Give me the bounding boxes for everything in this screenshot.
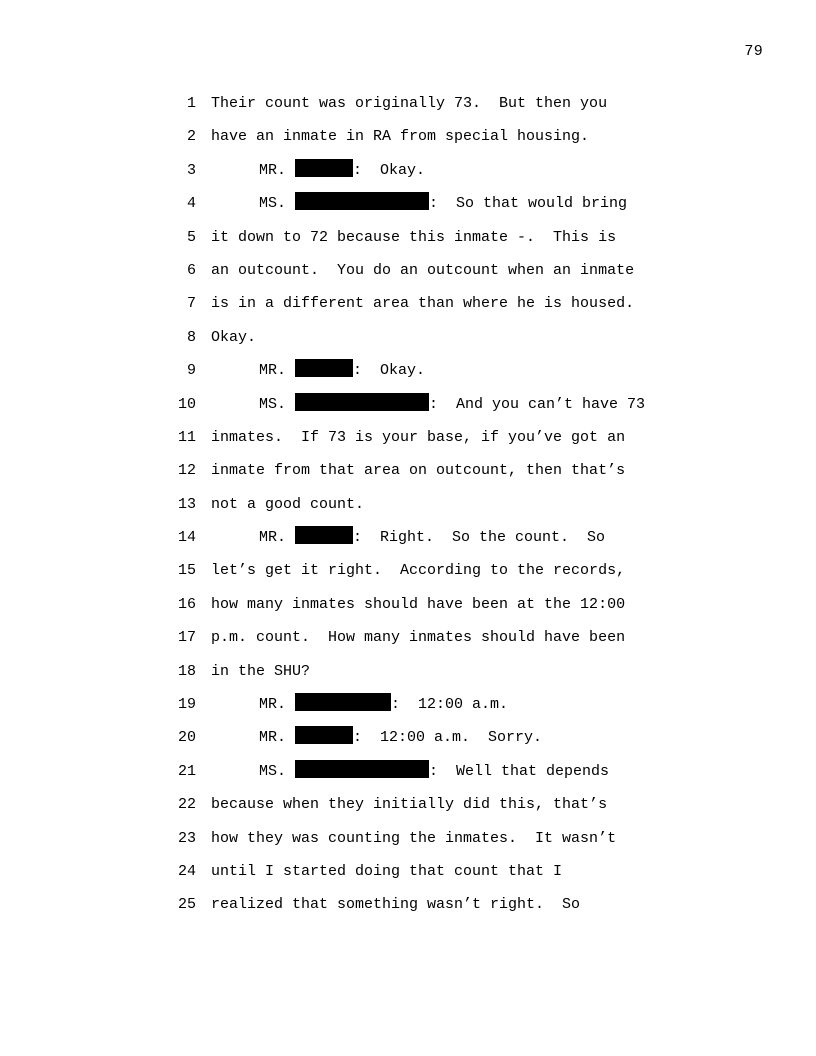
line-segment: MS. bbox=[259, 395, 296, 413]
line-number: 3 bbox=[186, 161, 196, 179]
transcript-line bbox=[0, 154, 816, 187]
line-text bbox=[211, 621, 625, 654]
transcript-line bbox=[0, 888, 816, 921]
line-text bbox=[211, 87, 607, 120]
line-text bbox=[259, 755, 609, 788]
line-text bbox=[259, 354, 425, 387]
transcript-line bbox=[0, 755, 816, 788]
page-number: 79 bbox=[744, 43, 763, 60]
redaction-block bbox=[295, 726, 353, 744]
line-number: 21 bbox=[177, 762, 196, 780]
line-segment: MR. bbox=[259, 161, 296, 179]
transcript-line bbox=[0, 688, 816, 721]
transcript-line bbox=[0, 187, 816, 220]
line-text bbox=[211, 822, 616, 855]
line-text bbox=[211, 321, 256, 354]
line-text bbox=[211, 788, 607, 821]
line-segment: : Okay. bbox=[353, 161, 426, 179]
line-text bbox=[211, 421, 625, 454]
transcript-line bbox=[0, 655, 816, 688]
line-number: 9 bbox=[186, 362, 196, 380]
line-segment: inmate from that area on outcount, then that’s bbox=[211, 462, 626, 480]
line-text bbox=[211, 888, 580, 921]
line-text bbox=[259, 521, 605, 554]
line-segment: is in a different area than where he is housed. bbox=[211, 295, 635, 313]
line-number: 13 bbox=[177, 495, 196, 513]
line-segment: : Right. So the count. So bbox=[353, 529, 606, 547]
line-number: 2 bbox=[186, 128, 196, 146]
line-number: 16 bbox=[177, 595, 196, 613]
redaction-block bbox=[295, 192, 429, 210]
transcript-line bbox=[0, 554, 816, 587]
line-segment: in the SHU? bbox=[211, 662, 311, 680]
line-segment: p.m. count. How many inmates should have been bbox=[211, 629, 626, 647]
line-number: 1 bbox=[186, 95, 196, 112]
line-segment: MR. bbox=[259, 529, 296, 547]
line-text bbox=[211, 488, 364, 521]
transcript-line bbox=[0, 221, 816, 254]
line-segment: until I started doing that count that I bbox=[211, 862, 563, 880]
line-text bbox=[211, 120, 589, 153]
line-segment: let’s get it right. According to the records, bbox=[211, 562, 626, 580]
transcript-line bbox=[0, 822, 816, 855]
line-number: 19 bbox=[177, 696, 196, 714]
transcript-line bbox=[0, 588, 816, 621]
transcript-line bbox=[0, 521, 816, 554]
line-number: 24 bbox=[177, 862, 196, 880]
line-segment: MR. bbox=[259, 362, 296, 380]
transcript-line bbox=[0, 254, 816, 287]
line-text bbox=[259, 688, 508, 721]
line-number: 12 bbox=[177, 462, 196, 480]
line-segment: MR. bbox=[259, 729, 296, 747]
transcript-line bbox=[0, 87, 816, 120]
transcript-line bbox=[0, 388, 816, 421]
line-number: 23 bbox=[177, 829, 196, 847]
line-text bbox=[211, 588, 625, 621]
transcript-line bbox=[0, 488, 816, 521]
transcript-line bbox=[0, 287, 816, 320]
redaction-block bbox=[295, 693, 391, 711]
line-segment: an outcount. You do an outcount when an inmate bbox=[211, 261, 635, 279]
line-text bbox=[259, 187, 627, 220]
line-text bbox=[259, 721, 542, 754]
redaction-block bbox=[295, 760, 429, 778]
line-segment: Okay. bbox=[211, 328, 257, 346]
line-number: 22 bbox=[177, 796, 196, 814]
line-text bbox=[211, 221, 616, 254]
line-segment: inmates. If 73 is your base, if you’ve got an bbox=[211, 428, 626, 446]
line-segment: because when they initially did this, that’s bbox=[211, 796, 608, 814]
line-segment: : So that would bring bbox=[429, 195, 628, 213]
line-segment: : 12:00 a.m. bbox=[391, 696, 509, 714]
line-segment: it down to 72 because this inmate -. This is bbox=[211, 228, 617, 246]
line-text bbox=[211, 655, 310, 688]
line-segment: : Well that depends bbox=[429, 762, 610, 780]
line-text bbox=[259, 388, 645, 421]
transcript-line bbox=[0, 120, 816, 153]
line-segment: : 12:00 a.m. Sorry. bbox=[353, 729, 543, 747]
redaction-block bbox=[295, 526, 353, 544]
line-number: 8 bbox=[186, 328, 196, 346]
line-segment: : And you can’t have 73 bbox=[429, 395, 646, 413]
line-segment: MR. bbox=[259, 696, 296, 714]
line-number: 15 bbox=[177, 562, 196, 580]
redaction-block bbox=[295, 359, 353, 377]
transcript-body bbox=[0, 87, 816, 922]
line-segment: not a good count. bbox=[211, 495, 365, 513]
transcript-line bbox=[0, 788, 816, 821]
line-segment: how many inmates should have been at the 12:00 bbox=[211, 595, 626, 613]
line-number: 7 bbox=[186, 295, 196, 313]
line-text bbox=[211, 454, 625, 487]
line-number: 20 bbox=[177, 729, 196, 747]
transcript-line bbox=[0, 354, 816, 387]
line-text bbox=[211, 254, 634, 287]
transcript-line bbox=[0, 454, 816, 487]
line-segment: MS. bbox=[259, 762, 296, 780]
line-text bbox=[259, 154, 425, 187]
transcript-line bbox=[0, 721, 816, 754]
line-number: 4 bbox=[186, 195, 196, 213]
line-number: 10 bbox=[177, 395, 196, 413]
line-number: 17 bbox=[177, 629, 196, 647]
line-segment: realized that something wasn’t right. So bbox=[211, 896, 581, 914]
line-segment: MS. bbox=[259, 195, 296, 213]
line-number: 25 bbox=[177, 896, 196, 914]
redaction-block bbox=[295, 393, 429, 411]
line-text bbox=[211, 554, 625, 587]
line-segment: : Okay. bbox=[353, 362, 426, 380]
line-number: 18 bbox=[177, 662, 196, 680]
transcript-line bbox=[0, 621, 816, 654]
line-number: 6 bbox=[186, 261, 196, 279]
line-number: 5 bbox=[186, 228, 196, 246]
transcript-line bbox=[0, 855, 816, 888]
line-text bbox=[211, 287, 634, 320]
line-segment: how they was counting the inmates. It wasn’t bbox=[211, 829, 617, 847]
line-number: 11 bbox=[177, 428, 196, 446]
transcript-line bbox=[0, 421, 816, 454]
redaction-block bbox=[295, 159, 353, 177]
transcript-line bbox=[0, 321, 816, 354]
line-segment: have an inmate in RA from special housing. bbox=[211, 128, 590, 146]
line-segment: Their count was originally 73. But then you bbox=[211, 95, 608, 112]
line-text bbox=[211, 855, 562, 888]
line-number: 14 bbox=[177, 529, 196, 547]
